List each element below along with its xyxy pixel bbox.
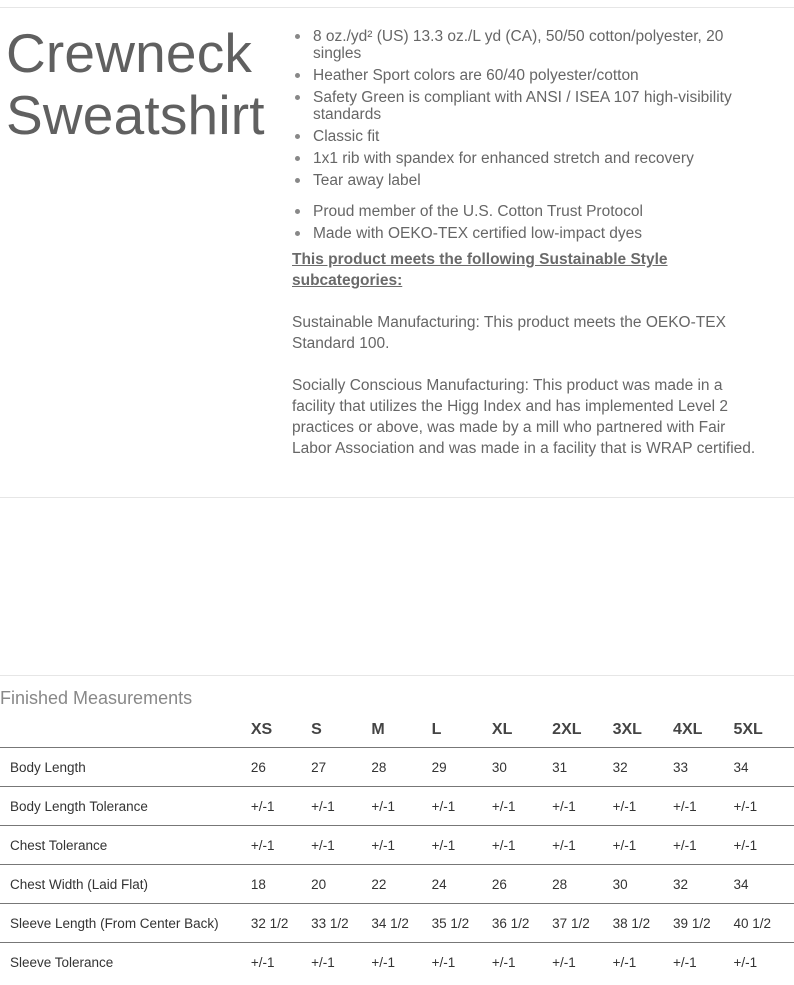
table-cell: 22 [371, 865, 431, 904]
product-title-line-1: Crewneck [6, 22, 253, 84]
table-cell: +/-1 [492, 943, 552, 982]
row-label: Chest Width (Laid Flat) [0, 865, 251, 904]
table-row [0, 748, 794, 787]
spec-item: Tear away label [292, 172, 762, 189]
table-row [0, 826, 794, 865]
sustainable-style-heading: This product meets the following Sustainable Style subcategories: [292, 251, 668, 289]
size-header: M [371, 720, 385, 738]
header-blank [0, 712, 251, 748]
table-cell: 39 1/2 [673, 904, 733, 943]
table-cell: 30 [613, 865, 673, 904]
measurements-table [0, 712, 794, 981]
table-cell: 38 1/2 [613, 904, 673, 943]
table-cell: +/-1 [733, 787, 794, 826]
spec-item: Safety Green is compliant with ANSI / ISEA 107 high-visibility standards [292, 89, 762, 123]
row-label: Chest Tolerance [0, 826, 251, 865]
product-title [6, 22, 286, 146]
table-cell: 27 [311, 748, 371, 787]
table-cell: +/-1 [733, 943, 794, 982]
table-cell: 34 [733, 865, 794, 904]
table-cell: +/-1 [673, 826, 733, 865]
table-cell: +/-1 [432, 787, 492, 826]
table-cell: 31 [552, 748, 612, 787]
table-cell: +/-1 [673, 787, 733, 826]
spec-item: Classic fit [292, 128, 762, 145]
top-divider [0, 7, 794, 8]
table-cell: +/-1 [251, 787, 311, 826]
table-cell: +/-1 [311, 787, 371, 826]
table-cell: 29 [432, 748, 492, 787]
table-cell: 40 1/2 [733, 904, 794, 943]
size-header: 3XL [612, 720, 642, 738]
socially-conscious-text: Socially Conscious Manufacturing: This product was made in a facility that utilizes the Higg Index and has implemented Level 2 practices or above, was made by a mill who partnered with Fair Labor Association and was made in a facility that is WRAP certified. [292, 377, 756, 457]
row-label: Sleeve Tolerance [0, 943, 251, 982]
size-header: 2XL [552, 720, 582, 738]
table-cell: +/-1 [552, 787, 612, 826]
table-cell: 34 [733, 748, 794, 787]
table-cell: +/-1 [733, 826, 794, 865]
table-cell: +/-1 [673, 943, 733, 982]
table-cell: 30 [492, 748, 552, 787]
sustainability-list [292, 203, 762, 242]
table-row [0, 943, 794, 982]
size-header: S [311, 720, 322, 738]
size-header: XL [491, 720, 513, 738]
table-cell: 32 1/2 [251, 904, 311, 943]
table-cell: 36 1/2 [492, 904, 552, 943]
spec-item: Heather Sport colors are 60/40 polyester/cotton [292, 67, 762, 84]
table-row [0, 787, 794, 826]
size-header: XS [250, 720, 273, 738]
row-label: Sleeve Length (From Center Back) [0, 904, 251, 943]
spec-item: 8 oz./yd² (US) 13.3 oz./L yd (CA), 50/50 cotton/polyester, 20 singles [292, 28, 762, 62]
sustainability-item: Made with OEKO-TEX certified low-impact dyes [292, 225, 762, 242]
table-cell: +/-1 [251, 943, 311, 982]
spec-item: 1x1 rib with spandex for enhanced stretch and recovery [292, 150, 762, 167]
sustainable-manufacturing-text: Sustainable Manufacturing: This product meets the OEKO-TEX Standard 100. [292, 314, 726, 352]
size-header: 5XL [733, 720, 763, 738]
table-cell: 26 [251, 748, 311, 787]
table-cell: 33 1/2 [311, 904, 371, 943]
size-header-row [0, 712, 794, 748]
table-cell: 35 1/2 [432, 904, 492, 943]
table-cell: +/-1 [552, 826, 612, 865]
table-cell: +/-1 [371, 826, 431, 865]
table-cell: 37 1/2 [552, 904, 612, 943]
table-cell: +/-1 [311, 826, 371, 865]
measurements-title: Finished Measurements [0, 688, 193, 708]
table-row [0, 904, 794, 943]
table-cell: +/-1 [613, 826, 673, 865]
table-cell: 26 [492, 865, 552, 904]
product-title-line-2: Sweatshirt [6, 84, 265, 146]
table-cell: +/-1 [613, 787, 673, 826]
table-cell: +/-1 [432, 826, 492, 865]
table-cell: +/-1 [251, 826, 311, 865]
row-label: Body Length [0, 748, 251, 787]
table-cell: 28 [552, 865, 612, 904]
table-cell: 18 [251, 865, 311, 904]
section-divider [0, 497, 794, 498]
table-row [0, 865, 794, 904]
table-cell: +/-1 [492, 826, 552, 865]
table-cell: +/-1 [613, 943, 673, 982]
sustainability-item: Proud member of the U.S. Cotton Trust Protocol [292, 203, 762, 220]
table-cell: +/-1 [492, 787, 552, 826]
row-label: Body Length Tolerance [0, 787, 251, 826]
table-cell: 24 [432, 865, 492, 904]
table-cell: 34 1/2 [371, 904, 431, 943]
table-cell: 33 [673, 748, 733, 787]
product-specs [292, 28, 762, 459]
spec-list [292, 28, 762, 189]
table-cell: 32 [613, 748, 673, 787]
table-cell: +/-1 [371, 943, 431, 982]
table-cell: 20 [311, 865, 371, 904]
table-cell: 32 [673, 865, 733, 904]
table-cell: +/-1 [371, 787, 431, 826]
size-header: 4XL [673, 720, 703, 738]
size-header: L [431, 720, 442, 738]
table-cell: +/-1 [552, 943, 612, 982]
table-cell: +/-1 [432, 943, 492, 982]
table-cell: +/-1 [311, 943, 371, 982]
section-divider [0, 675, 794, 676]
table-cell: 28 [371, 748, 431, 787]
